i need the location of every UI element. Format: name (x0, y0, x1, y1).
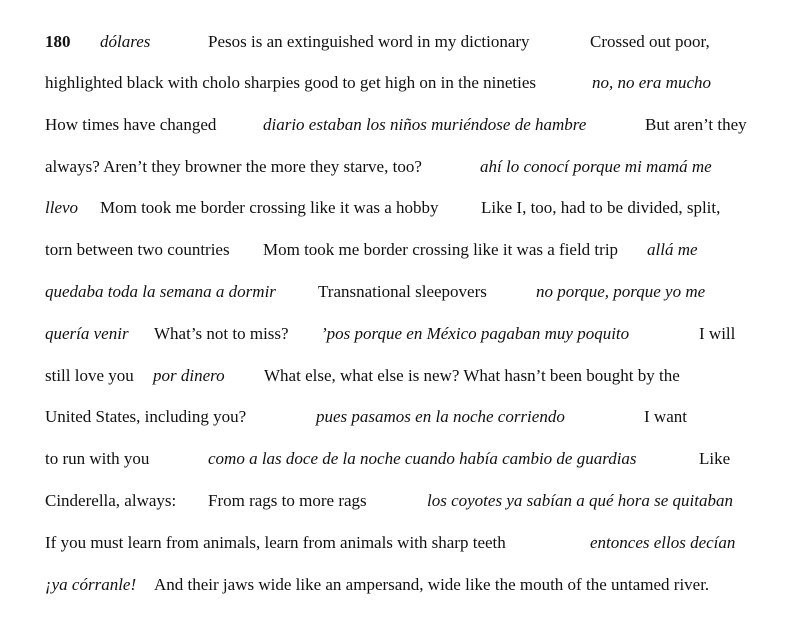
poem-line (0, 322, 796, 346)
spanish-phrase: pues pasamos en la noche corriendo (316, 407, 565, 426)
poem-line (0, 573, 796, 597)
poem-line (0, 30, 796, 54)
english-phrase: Mom took me border crossing like it was a hobby (100, 198, 439, 217)
english-phrase: From rags to more rags (208, 491, 367, 510)
poem-line (0, 71, 796, 95)
poem-line (0, 364, 796, 388)
english-phrase: How times have changed (45, 115, 217, 134)
english-phrase: always? Aren’t they browner the more they starve, too? (45, 157, 422, 176)
spanish-phrase: no, no era mucho (592, 73, 711, 92)
spanish-phrase: por dinero (153, 366, 225, 385)
english-phrase: Like (699, 449, 731, 468)
spanish-phrase: quedaba toda la semana a dormir (45, 282, 276, 301)
english-phrase: Like I, too, had to be divided, split, (481, 198, 721, 217)
spanish-phrase: allá me (647, 240, 698, 259)
english-phrase: still love you (45, 366, 134, 385)
spanish-phrase: no porque, porque yo me (536, 282, 706, 301)
english-phrase: Cinderella, always: (45, 491, 177, 510)
english-phrase: Crossed out poor, (590, 32, 710, 51)
english-phrase: But aren’t they (645, 115, 747, 134)
spanish-phrase: como a las doce de la noche cuando había cambio de guardias (208, 449, 637, 468)
spanish-phrase: ’pos porque en México pagaban muy poquito (321, 324, 630, 343)
poem-line (0, 531, 796, 555)
poem-line (0, 113, 796, 137)
english-phrase: highlighted black with cholo sharpies good to get high on in the nineties (45, 73, 537, 92)
english-phrase: And their jaws wide like an ampersand, wide like the mouth of the untamed river. (154, 575, 710, 594)
english-phrase: torn between two countries (45, 240, 230, 259)
spanish-phrase: ahí lo conocí porque mi mamá me (480, 157, 712, 176)
english-phrase: United States, including you? (45, 407, 247, 426)
poem-line (0, 280, 796, 304)
english-phrase: Mom took me border crossing like it was a field trip (263, 240, 619, 259)
poem-line (0, 447, 796, 471)
spanish-phrase: dólares (100, 32, 151, 51)
poem-line (0, 238, 796, 262)
english-phrase: Transnational sleepovers (318, 282, 487, 301)
spanish-phrase: llevo (45, 198, 79, 217)
poem-line (0, 155, 796, 179)
spanish-phrase: ¡ya córranle! (45, 575, 137, 594)
spanish-phrase: los coyotes ya sabían a qué hora se quitaban (427, 491, 733, 510)
poem-line (0, 489, 796, 513)
spanish-phrase: quería venir (45, 324, 129, 343)
english-phrase: I will (699, 324, 736, 343)
english-phrase: If you must learn from animals, learn from animals with sharp teeth (45, 533, 506, 552)
english-phrase: What’s not to miss? (154, 324, 289, 343)
english-phrase: What else, what else is new? What hasn’t been bought by the (264, 366, 680, 385)
spanish-phrase: diario estaban los niños muriéndose de hambre (263, 115, 587, 134)
spanish-phrase: entonces ellos decían (590, 533, 736, 552)
english-phrase: I want (644, 407, 687, 426)
poem-line (0, 405, 796, 429)
english-phrase: to run with you (45, 449, 150, 468)
page-number: 180 (45, 32, 71, 51)
english-phrase: Pesos is an extinguished word in my dictionary (208, 32, 530, 51)
poem-line (0, 196, 796, 220)
